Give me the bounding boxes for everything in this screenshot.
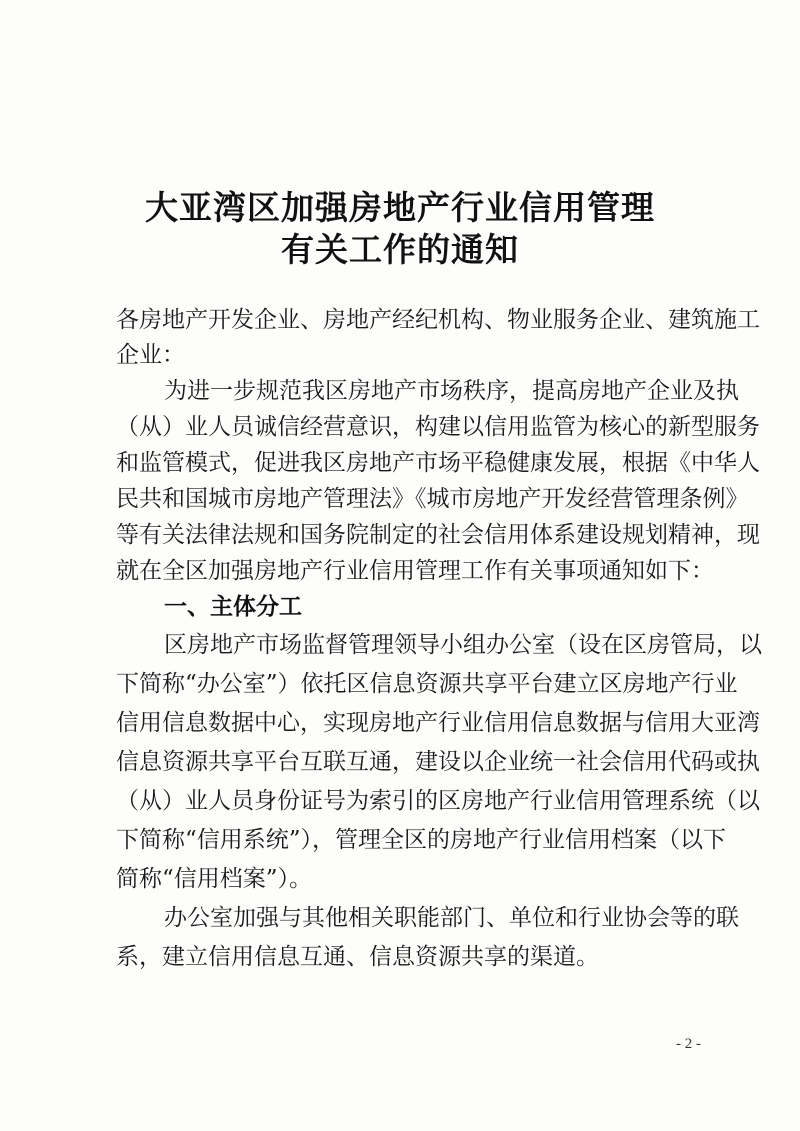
paragraph-2-line: 简称“信用档案”）。 bbox=[116, 866, 313, 892]
paragraph-1-line: 就在全区加强房地产行业信用管理工作有关事项通知如下： bbox=[116, 558, 714, 584]
paragraph-1-line: 和监管模式，促进我区房地产市场平稳健康发展，根据《中华人 bbox=[116, 450, 760, 476]
paragraph-2-line: （从）业人员身份证号为索引的区房地产行业信用管理系统（以 bbox=[116, 788, 760, 814]
paragraph-2-line: 区房地产市场监督管理领导小组办公室（设在区房管局，以 bbox=[164, 632, 762, 658]
paragraph-2-line: 下简称“信用系统”），管理全区的房地产行业信用档案（以下 bbox=[116, 827, 727, 853]
paragraph-1-line: 为进一步规范我区房地产市场秩序，提高房地产企业及执 bbox=[164, 378, 739, 404]
paragraph-3-line: 系，建立信用信息互通、信息资源共享的渠道。 bbox=[116, 944, 599, 970]
document-title-line-1: 大亚湾区加强房地产行业信用管理 bbox=[145, 188, 655, 227]
paragraph-3-line: 办公室加强与其他相关职能部门、单位和行业协会等的联 bbox=[164, 905, 739, 931]
addressee-line-1: 各房地产开发企业、房地产经纪机构、物业服务企业、建筑施工 bbox=[116, 307, 760, 333]
paragraph-2-line: 信息资源共享平台互联互通，建设以企业统一社会信用代码或执 bbox=[116, 749, 760, 775]
paragraph-1-line: 等有关法律法规和国务院制定的社会信用体系建设规划精神，现 bbox=[116, 522, 760, 548]
document-title-line-2: 有关工作的通知 bbox=[281, 230, 519, 269]
paragraph-2-line: 下简称“办公室”）依托区信息资源共享平台建立区房地产行业 bbox=[116, 671, 738, 697]
section-1-heading: 一、主体分工 bbox=[164, 594, 302, 620]
page-number: - 2 - bbox=[676, 1036, 701, 1052]
paragraph-1-line: （从）业人员诚信经营意识，构建以信用监管为核心的新型服务 bbox=[116, 414, 760, 440]
paragraph-2-line: 信用信息数据中心，实现房地产行业信用信息数据与信用大亚湾 bbox=[116, 710, 760, 736]
paragraph-1-line: 民共和国城市房地产管理法》《城市房地产开发经营管理条例》 bbox=[116, 486, 749, 512]
addressee-line-2: 企业： bbox=[116, 342, 185, 368]
